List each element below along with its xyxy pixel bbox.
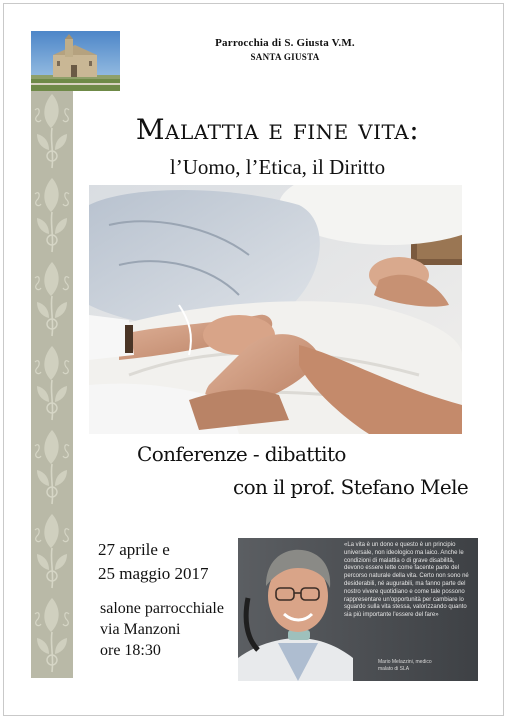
parish-name: Parrocchia di S. Giusta V.M. — [215, 37, 355, 49]
speaker-quote-panel — [238, 538, 478, 681]
speaker-line: con il prof. Stefano Mele — [233, 475, 469, 499]
date-line-1: 27 aprile e — [98, 540, 170, 559]
quote-author-line-1: Mario Melazzini, medico — [378, 659, 432, 665]
floral-decoration-strip — [31, 90, 73, 678]
parish-header — [180, 37, 390, 62]
hospital-hands-photo — [89, 185, 462, 434]
date-line-2: 25 maggio 2017 — [98, 564, 209, 583]
church-photo — [31, 31, 120, 91]
quote-author — [378, 659, 474, 672]
town-name: SANTA GIUSTA — [250, 52, 320, 62]
venue-line-1: salone parrocchiale — [100, 600, 224, 617]
event-type-line: Conferenze - dibattito — [137, 442, 346, 466]
event-time: ore 18:30 — [100, 642, 161, 659]
venue-line-2: via Manzoni — [100, 621, 181, 638]
event-dates — [98, 538, 209, 586]
poster-title: Malattia e fine vita: — [135, 113, 420, 146]
poster-subtitle: l’Uomo, l’Etica, il Diritto — [169, 155, 386, 179]
event-venue — [100, 598, 224, 661]
quote-text: «La vita è un dono e questo è un principio universale, non ideologico ma laico. Anche le condizioni di malattia o di grave disabilità, devono essere lette come facente parte del percorso naturale della vita. Certo non sono né desiderabili, né augurabili, ma fanno parte del nostro vivere quotidiano e come tale possono rappresentare un'opportunità per cambiare lo sguardo sulla vita stessa, valorizzando quanto sia più importante l'essere del fare» — [344, 542, 469, 619]
quote-author-line-2: malato di SLA — [378, 665, 410, 672]
